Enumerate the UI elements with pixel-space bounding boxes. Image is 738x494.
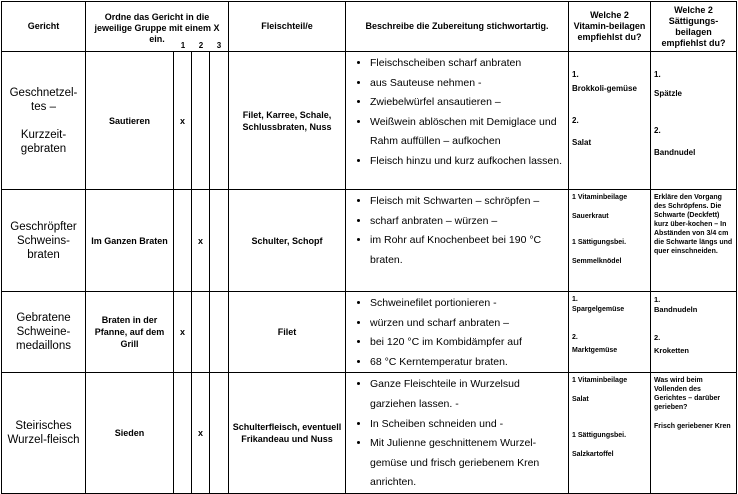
group-mark-2 [192, 52, 210, 190]
side-item: Salzkartoffel [572, 451, 614, 459]
vitamin-sides [569, 373, 651, 494]
side-item: Sauerkraut [572, 213, 609, 220]
group-number-1: 1 [180, 41, 186, 50]
satiety-sides [651, 52, 737, 190]
prep-step: • 68 °C Kerntemperatur braten. [370, 353, 564, 373]
table-row [2, 190, 737, 292]
prep-step: • Schweinefilet portionieren - [370, 294, 564, 314]
satiety-sides [651, 292, 737, 373]
prep-step: • Zwiebelwürfel ansautieren – [370, 93, 564, 113]
prep-step: • im Rohr auf Knochenbeet bei 190 °C braten. [370, 231, 564, 270]
dish-name: Geschnetzel-tes – Kurzzeit-gebraten [2, 52, 86, 190]
prep-step: • Ganze Fleischteile in Wurzelsud garziehen lassen. - [370, 375, 564, 414]
side-item: Bandnudel [654, 148, 696, 157]
side-item: Kroketten [654, 346, 690, 355]
group-mark-3 [210, 52, 229, 190]
prep-step: • Fleisch hinzu und kurz aufkochen lassen. [370, 152, 564, 172]
side-heading: 1 Sättigungsbei. [572, 239, 627, 246]
meat-cuts: Schulter, Schopf [229, 190, 346, 292]
group-number-row [86, 39, 228, 52]
group-mark-2: x [192, 373, 210, 494]
meat-cuts: Filet [229, 292, 346, 373]
prep-step: • aus Sauteuse nehmen - [370, 74, 564, 94]
header-satiety: Welche 2 Sättigungs-beilagen empfiehlst du? [651, 2, 737, 52]
table-row [2, 373, 737, 494]
prep-step: • Fleisch mit Schwarten – schröpfen – [370, 192, 564, 212]
side-number: 1. [654, 295, 661, 304]
garnish-answer: Frisch geriebener Kren [654, 423, 731, 431]
prep-step: • Weißwein ablöschen mit Demiglace und Rahm auffüllen – aufkochen [370, 113, 564, 152]
header-row [2, 2, 737, 52]
prep-step: • In Scheiben schneiden und - [370, 415, 564, 435]
cooking-method: Sieden [86, 373, 174, 494]
header-vitamin: Welche 2 Vitamin-beilagen empfiehlst du? [569, 2, 651, 52]
header-group [86, 2, 229, 52]
side-number: 1. [572, 70, 579, 79]
cooking-method: Im Ganzen Braten [86, 190, 174, 292]
side-item: Brokkoli-gemüse [572, 84, 637, 93]
prep-step: • scharf anbraten – würzen – [370, 212, 564, 232]
satiety-sides [651, 373, 737, 494]
dish-name: Gebratene Schweine-medaillons [2, 292, 86, 373]
vitamin-sides [569, 292, 651, 373]
header-dish: Gericht [2, 2, 86, 52]
vitamin-sides [569, 190, 651, 292]
prep-step: • würzen und scharf anbraten – [370, 314, 564, 334]
side-item: Salat [572, 396, 589, 404]
group-mark-1: x [174, 52, 192, 190]
side-item: Spargelgemüse [572, 306, 625, 313]
group-mark-3 [210, 292, 229, 373]
group-mark-3 [210, 190, 229, 292]
side-item: Semmelknödel [572, 258, 622, 265]
side-number: 1. [654, 70, 661, 79]
side-heading: 1 Vitaminbeilage [572, 194, 628, 201]
side-heading: 1 Sättigungsbei. [572, 432, 627, 440]
preparation-steps [346, 52, 569, 190]
group-mark-2: x [192, 190, 210, 292]
cooking-method: Sautieren [86, 52, 174, 190]
vitamin-sides [569, 52, 651, 190]
prep-step: • Mit Julienne geschnittenem Wurzel-gemüse und frisch geriebenem Kren anrichten. [370, 434, 564, 493]
header-prep: Beschreibe die Zubereitung stichwortartig. [346, 2, 569, 52]
group-number-2: 2 [198, 41, 204, 50]
prep-step: • bei 120 °C im Kombidämpfer auf [370, 333, 564, 353]
side-item: Salat [572, 138, 592, 147]
table-row [2, 52, 737, 190]
dish-name: Steirisches Wurzel-fleisch [2, 373, 86, 494]
side-number: 2. [572, 116, 579, 125]
cooking-method: Braten in der Pfanne, auf dem Grill [86, 292, 174, 373]
group-number-3: 3 [216, 41, 222, 50]
side-heading: 1 Vitaminbeilage [572, 377, 628, 385]
side-number: 2. [654, 126, 661, 135]
side-number: 2. [654, 333, 661, 342]
group-mark-1 [174, 190, 192, 292]
group-mark-1 [174, 373, 192, 494]
recipe-worksheet-table [1, 1, 737, 494]
table-row [2, 292, 737, 373]
group-mark-1: x [174, 292, 192, 373]
side-item: Bandnudeln [654, 305, 698, 314]
preparation-steps [346, 292, 569, 373]
header-meat: Fleischteil/e [229, 2, 346, 52]
meat-cuts: Filet, Karree, Schale, Schlussbraten, Nuss [229, 52, 346, 190]
header-group-label: Ordne das Gericht in die jeweilige Gruppe mit einem X ein. [94, 11, 220, 44]
preparation-steps [346, 373, 569, 494]
side-number: 2. [572, 334, 578, 341]
schroepfen-explanation: Erkläre den Vorgang des Schröpfens. Die Schwarte (Deckfett) kurz über-kochen – In Abständen von 3/4 cm die Schwarte längs und quer einschneiden. [651, 190, 737, 292]
garnish-question: Was wird beim Vollenden des Gerichtes – darüber gerieben? [654, 377, 721, 412]
side-number: 1. [572, 296, 578, 303]
group-mark-3 [210, 373, 229, 494]
side-item: Marktgemüse [572, 347, 618, 354]
group-mark-2 [192, 292, 210, 373]
meat-cuts: Schulterfleisch, eventuell Frikandeau und Nuss [229, 373, 346, 494]
prep-step: • Fleischscheiben scharf anbraten [370, 54, 564, 74]
dish-name: Geschröpfter Schweins-braten [2, 190, 86, 292]
side-item: Spätzle [654, 89, 683, 98]
preparation-steps [346, 190, 569, 292]
